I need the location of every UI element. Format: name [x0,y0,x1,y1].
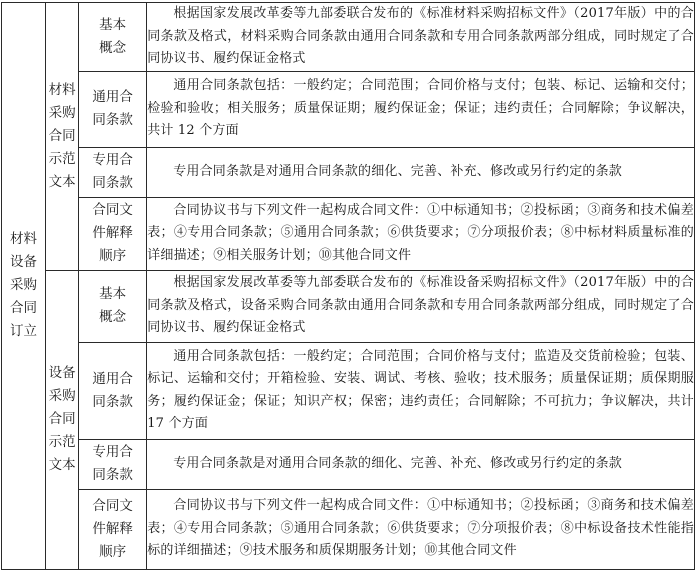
row-content: 合同协议书与下列文件一起构成合同文件：①中标通知书；②投标函；③商务和技术偏差表；④专用合同条款；⑤通用合同条款；⑥供货要求；⑦分项报价表；⑧中标材料质量标准的详细描述；⑨相关服务计划；⑩其他合同文件 [147,197,695,270]
section-label-material: 材料 采购 合同 示范 文本 [46,3,79,271]
row-name: 通用合 同条款 [79,342,147,439]
row-content: 合同协议书与下列文件一起构成合同文件：①中标通知书；②投标函；③商务和技术偏差表；④专用合同条款；⑤通用合同条款；⑥供货要求；⑦分项报价表；⑧中标设备技术性能指标的详细描述；⑨技术服务和质保期服务计划；⑩其他合同文件 [147,489,695,569]
row-name: 基本 概念 [79,270,147,342]
section-label-equipment: 设备 采购 合同 示范 文本 [46,270,79,569]
row-name: 专用合 同条款 [79,439,147,489]
row-name: 合同文 件解释 顺序 [79,489,147,569]
row-name: 合同文 件解释 顺序 [79,197,147,270]
row-content: 根据国家发展改革委等九部委联合发布的《标准材料采购招标文件》（2017年版）中的合同条款及格式，材料采购合同条款由通用合同条款和专用合同条款两部分组成，同时规定了合同协议书、履约保证金格式 [147,3,695,72]
row-content: 通用合同条款包括：一般约定；合同范围；合同价格与支付；包装、标记、运输和交付；检验和验收；相关服务；质量保证期；履约保证金；保证；违约责任；合同解除；争议解决，共计 12 个方面 [147,71,695,147]
row-name: 基本 概念 [79,3,147,72]
row-name: 通用合 同条款 [79,71,147,147]
contract-table [1,2,695,570]
row-name: 专用合 同条款 [79,147,147,197]
row-content: 专用合同条款是对通用合同条款的细化、完善、补充、修改或另行约定的条款 [147,147,695,197]
top-category-label: 材料 设备 采购 合同 订立 [2,3,46,570]
row-content: 通用合同条款包括：一般约定；合同范围；合同价格与支付；监造及交货前检验；包装、标记、运输和交付；开箱检验、安装、调试、考核、验收；技术服务；质量保证期；质保期服务；履约保证金；保证；知识产权；保密；违约责任；合同解除；不可抗力；争议解决，共计 17 个方面 [147,342,695,439]
row-content: 根据国家发展改革委等九部委联合发布的《标准设备采购招标文件》（2017年版）中的合同条款及格式，设备采购合同条款由通用合同条款和专用合同条款两部分组成，同时规定了合同协议书、履约保证金格式 [147,270,695,342]
row-content: 专用合同条款是对通用合同条款的细化、完善、补充、修改或另行约定的条款 [147,439,695,489]
